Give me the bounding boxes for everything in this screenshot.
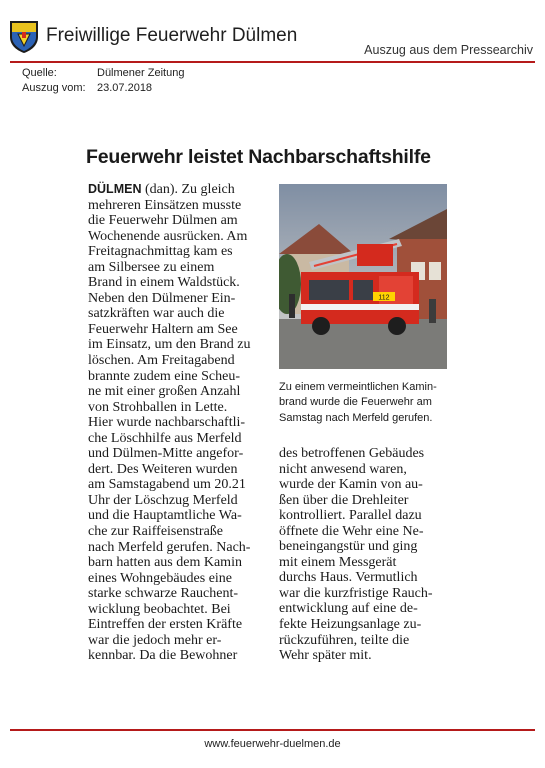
text-line: dert. Des Weiteren wurden (88, 461, 238, 477)
archive-label: Auszug aus dem Pressearchiv (364, 43, 533, 57)
text-line: fekte Heizungsanlage zu- (279, 617, 422, 633)
text-line: war die kurzfristige Rauch- (279, 585, 433, 601)
text-line: des betroffenen Gebäudes (279, 446, 425, 461)
article-headline: Feuerwehr leistet Nachbarschaftshilfe (86, 146, 431, 168)
text-line: Hier wurde nachbarschaftli- (88, 415, 246, 431)
article-kicker: DÜLMEN (88, 182, 142, 196)
text-line (88, 182, 251, 198)
text-line: mit einem Messgerät (279, 554, 397, 570)
text-line: und Dülmen-Mitte angefor- (88, 446, 244, 462)
text-line: nicht anwesend waren, (279, 461, 407, 477)
fire-truck-photo (279, 184, 447, 369)
text-line: löschen. Am Freitagabend (88, 353, 235, 369)
text-line: öffnete die Wehr eine Ne- (279, 523, 424, 539)
text-line: nach Merfeld gerufen. Nach- (88, 539, 251, 555)
text-line: eines Wohngebäudes eine (88, 570, 233, 586)
photo-caption (279, 380, 437, 426)
text-line: starke schwarze Rauchent- (88, 586, 239, 602)
text-line: kontrolliert. Parallel dazu (279, 508, 422, 524)
footer-url: www.feuerwehr-duelmen.de (204, 738, 341, 750)
text-line-rest: (dan). Zu gleich (141, 182, 235, 197)
header-divider (10, 61, 535, 63)
text-line: im Einsatz, um den Brand zu (88, 337, 251, 353)
text-line: brannte zudem eine Scheu- (88, 368, 240, 384)
truck-plate-text: 112 (378, 294, 390, 302)
date-label: Auszug vom: (22, 82, 86, 94)
text-line: am Samstagabend um 20.21 (88, 477, 246, 493)
text-line: Brand in einem Waldstück. (88, 275, 240, 291)
text-line: Eintreffen der ersten Kräfte (88, 617, 243, 633)
source-label: Quelle: (22, 67, 57, 79)
text-line: barn hatten aus dem Kamin (88, 555, 242, 571)
text-line: che Löschhilfe aus Merfeld (88, 430, 242, 446)
text-line: Freitagnachmittag kam es (88, 244, 233, 260)
date-value: 23.07.2018 (97, 82, 153, 94)
text-line: die Feuerwehr Dülmen am (88, 213, 238, 229)
text-line: Neben den Dülmener Ein- (88, 290, 236, 306)
text-line: brand wurde die Feuerwehr am (279, 396, 432, 409)
text-line: und die Hauptamtliche Wa- (88, 508, 242, 524)
article-left-column (88, 182, 251, 664)
text-line: Zu einem vermeintlichen Kamin- (279, 381, 437, 393)
text-line: durchs Haus. Vermutlich (279, 570, 418, 586)
fire-department-crest-icon (8, 19, 40, 55)
text-line: beneingangstür und ging (279, 539, 418, 555)
text-line: rückzuführen, teilte die (279, 632, 410, 648)
source-value: Dülmener Zeitung (97, 67, 185, 79)
text-line: satzkräften war auch die (88, 306, 225, 322)
article-right-column (279, 446, 433, 664)
text-line: Uhr der Löschzug Merfeld (88, 492, 238, 508)
text-line: entwicklung auf eine de- (279, 601, 418, 617)
organization-name: Freiwillige Feuerwehr Dülmen (46, 25, 298, 46)
text-line: war die jedoch mehr er- (88, 632, 222, 648)
text-line: che zur Raiffeisenstraße (88, 524, 224, 540)
text-line: Wochenende ausrücken. Am (88, 228, 248, 244)
source-meta (22, 66, 184, 96)
text-line: wurde der Kamin von au- (279, 477, 423, 493)
text-line: mehreren Einsätzen musste (88, 197, 242, 213)
text-line: Wehr später mit. (279, 648, 372, 664)
text-line: Samstag nach Merfeld gerufen. (279, 411, 433, 424)
footer-divider (10, 729, 535, 731)
text-line: ne mit einer großen Anzahl (88, 384, 241, 400)
text-line: kennbar. Da die Bewohner (88, 648, 238, 664)
text-line: von Strohballen in Lette. (88, 399, 228, 415)
text-line: Feuerwehr Haltern am See (88, 321, 238, 337)
text-line: am Silbersee zu einem (88, 259, 215, 275)
text-line: ßen über die Drehleiter (279, 492, 409, 508)
text-line: wicklung beobachtet. Bei (88, 601, 231, 617)
